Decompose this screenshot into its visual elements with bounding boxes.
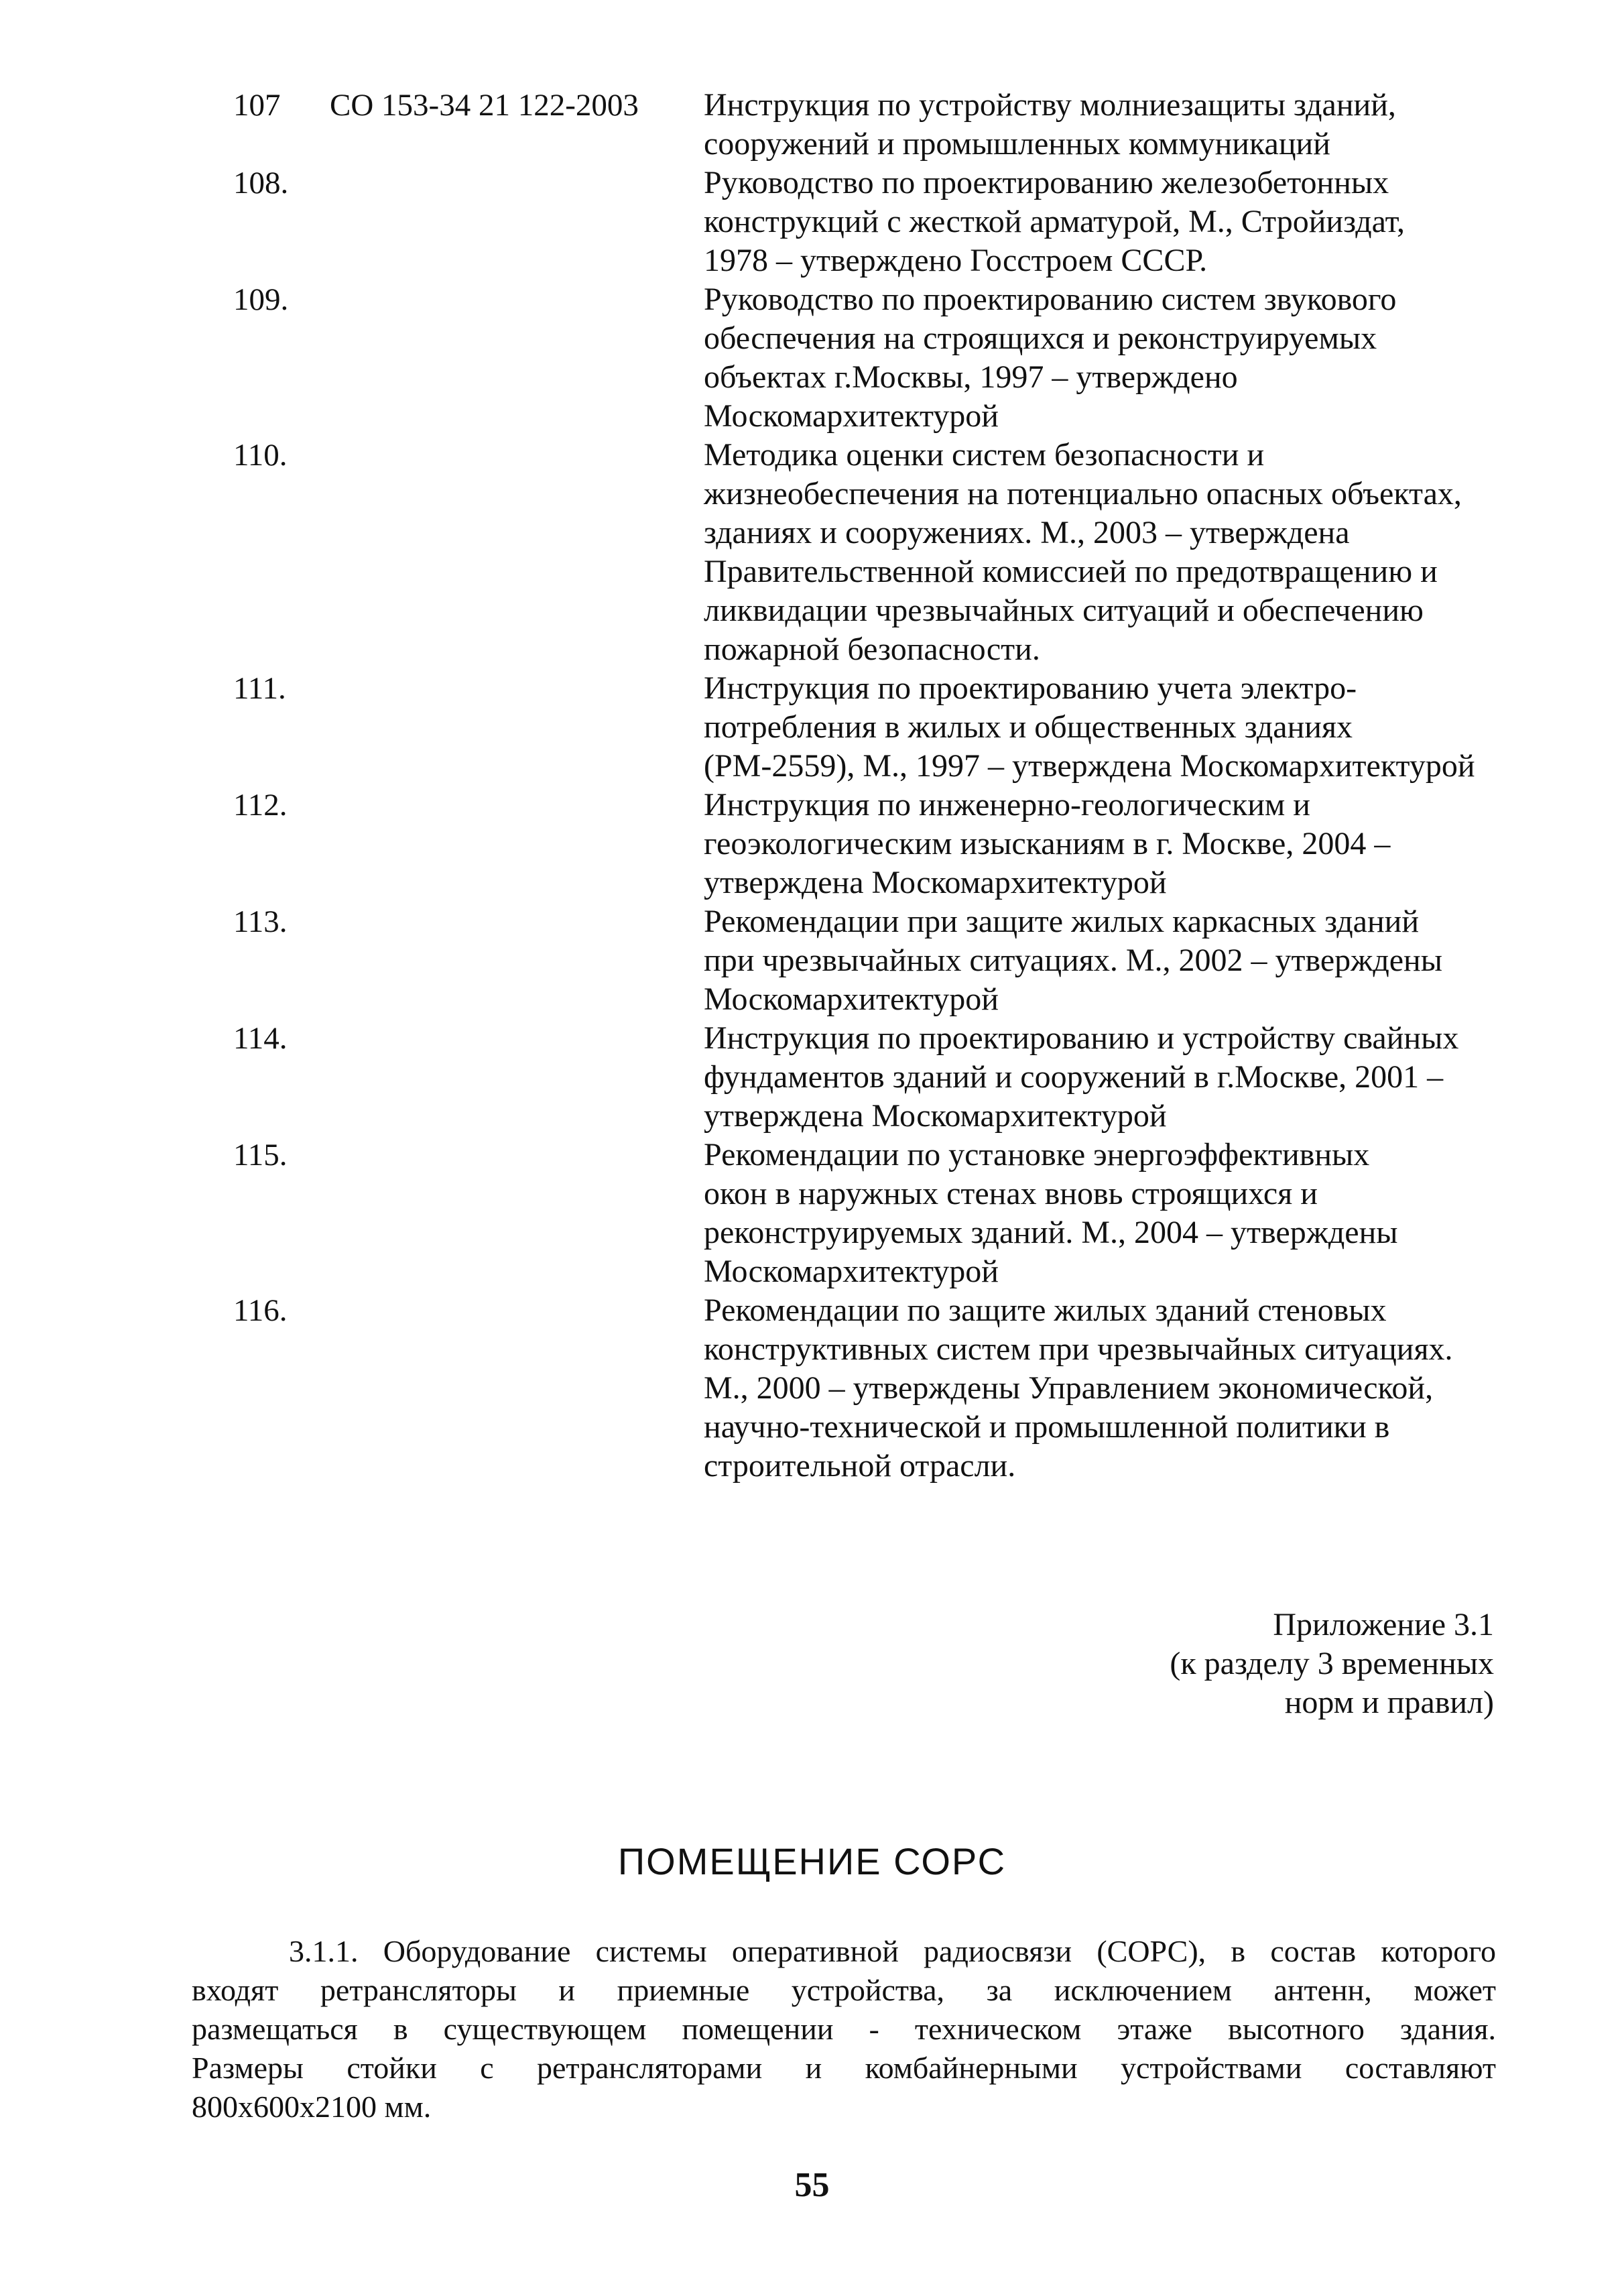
reference-title-line: жизнеобеспечения на потенциально опасных объектах, (704, 476, 1462, 511)
reference-title-line: ликвидации чрезвычайных ситуаций и обеспечению (704, 593, 1424, 628)
reference-item-107 (0, 86, 1624, 164)
reference-title-line: сооружений и промышленных коммуникаций (704, 126, 1330, 162)
reference-title-line: Руководство по проектированию систем звукового (704, 282, 1397, 317)
appendix-line: (к разделу 3 временных (1170, 1646, 1494, 1681)
paragraph-line: Размеры стойки с ретрансляторами и комбайнерными устройствами составляют (192, 2051, 1496, 2085)
paragraph-line: входят ретрансляторы и приемные устройства, за исключением антенн, может (192, 1973, 1496, 2007)
reference-title-line: конструкций с жесткой арматурой, М., Стройиздат, (704, 204, 1406, 239)
reference-title-line: при чрезвычайных ситуациях. М., 2002 – утверждены (704, 943, 1442, 978)
reference-title-line: конструктивных систем при чрезвычайных ситуациях. (704, 1331, 1453, 1367)
appendix-line: норм и правил) (1284, 1685, 1494, 1720)
reference-number: 112. (233, 788, 288, 823)
reference-item-111 (0, 669, 1624, 786)
reference-title-line: М., 2000 – утверждены Управлением экономической, (704, 1370, 1434, 1406)
section-heading: ПОМЕЩЕНИЕ СОРС (617, 1840, 1007, 1882)
reference-number: 109. (233, 282, 289, 317)
reference-title-line: Инструкция по проектированию и устройству свайных (704, 1020, 1459, 1056)
reference-number: 116. (233, 1293, 288, 1328)
reference-title-line: Рекомендации при защите жилых каркасных зданий (704, 904, 1420, 939)
reference-title-line: реконструируемых зданий. М., 2004 – утверждены (704, 1215, 1398, 1250)
reference-title (704, 1136, 1542, 1291)
reference-title (704, 786, 1542, 902)
reference-item-109 (0, 280, 1624, 436)
reference-number: 114. (233, 1021, 288, 1056)
reference-title-line: (РМ-2559), М., 1997 – утверждена Москомархитектурой (704, 748, 1475, 784)
reference-title-line: Москомархитектурой (704, 981, 999, 1017)
paragraph-line: размещаться в существующем помещении - техническом этаже высотного здания. (192, 2012, 1496, 2046)
reference-number: 110. (233, 438, 288, 473)
reference-title-line: Правительственной комиссией по предотвращению и (704, 554, 1438, 589)
reference-number: 108. (233, 166, 289, 200)
reference-title-line: Рекомендации по защите жилых зданий стеновых (704, 1292, 1387, 1328)
reference-number: 107 (233, 88, 281, 123)
reference-title-line: научно-технической и промышленной политики в (704, 1409, 1390, 1445)
body-paragraph (192, 1932, 1496, 2126)
reference-title (704, 1019, 1542, 1136)
reference-title-line: Москомархитектурой (704, 398, 999, 434)
page-number: 55 (794, 2166, 830, 2204)
reference-title-line: 1978 – утверждено Госстроем СССР. (704, 243, 1208, 278)
reference-code: СО 153-34 21 122-2003 (330, 88, 639, 123)
appendix-line: Приложение 3.1 (1273, 1607, 1494, 1642)
reference-item-113 (0, 902, 1624, 1019)
reference-title-line: Инструкция по проектированию учета электро- (704, 670, 1357, 706)
reference-title-line: объектах г.Москвы, 1997 – утверждено (704, 359, 1238, 395)
reference-title-line: Инструкция по устройству молниезащиты зданий, (704, 87, 1396, 123)
reference-title (704, 436, 1542, 669)
reference-item-108 (0, 164, 1624, 280)
reference-title-line: Москомархитектурой (704, 1254, 999, 1289)
reference-item-112 (0, 786, 1624, 902)
paragraph-line: 3.1.1. Оборудование системы оперативной радиосвязи (СОРС), в состав которого (289, 1934, 1496, 1968)
reference-title-line: Руководство по проектированию железобетонных (704, 165, 1389, 200)
reference-item-110 (0, 436, 1624, 669)
reference-list (0, 86, 1624, 1486)
reference-title-line: пожарной безопасности. (704, 631, 1040, 667)
reference-title (704, 669, 1542, 786)
reference-title (704, 164, 1542, 280)
reference-title-line: утверждена Москомархитектурой (704, 1098, 1167, 1134)
reference-title-line: утверждена Москомархитектурой (704, 865, 1167, 900)
reference-title-line: строительной отрасли. (704, 1448, 1016, 1484)
reference-title (704, 1291, 1542, 1486)
appendix-label (1170, 1606, 1494, 1722)
reference-item-116 (0, 1291, 1624, 1486)
paragraph-line: 800x600x2100 мм. (192, 2090, 432, 2124)
reference-title-line: обеспечения на строящихся и реконструируемых (704, 320, 1377, 356)
reference-number: 111. (233, 671, 286, 706)
reference-title-line: Методика оценки систем безопасности и (704, 437, 1265, 473)
reference-title-line: Рекомендации по установке энергоэффективных (704, 1137, 1370, 1172)
reference-title (704, 280, 1542, 436)
reference-item-115 (0, 1136, 1624, 1291)
reference-number: 115. (233, 1138, 288, 1172)
reference-item-114 (0, 1019, 1624, 1136)
reference-title-line: зданиях и сооружениях. М., 2003 – утверждена (704, 515, 1350, 550)
reference-number: 113. (233, 904, 288, 939)
reference-title-line: потребления в жилых и общественных зданиях (704, 709, 1353, 745)
reference-title (704, 86, 1542, 164)
reference-title-line: геоэкологическим изысканиям в г. Москве, 2004 – (704, 826, 1391, 861)
reference-title-line: окон в наружных стенах вновь строящихся и (704, 1176, 1318, 1211)
reference-title-line: Инструкция по инженерно-геологическим и (704, 787, 1310, 823)
reference-title (704, 902, 1542, 1019)
reference-title-line: фундаментов зданий и сооружений в г.Москве, 2001 – (704, 1059, 1444, 1095)
